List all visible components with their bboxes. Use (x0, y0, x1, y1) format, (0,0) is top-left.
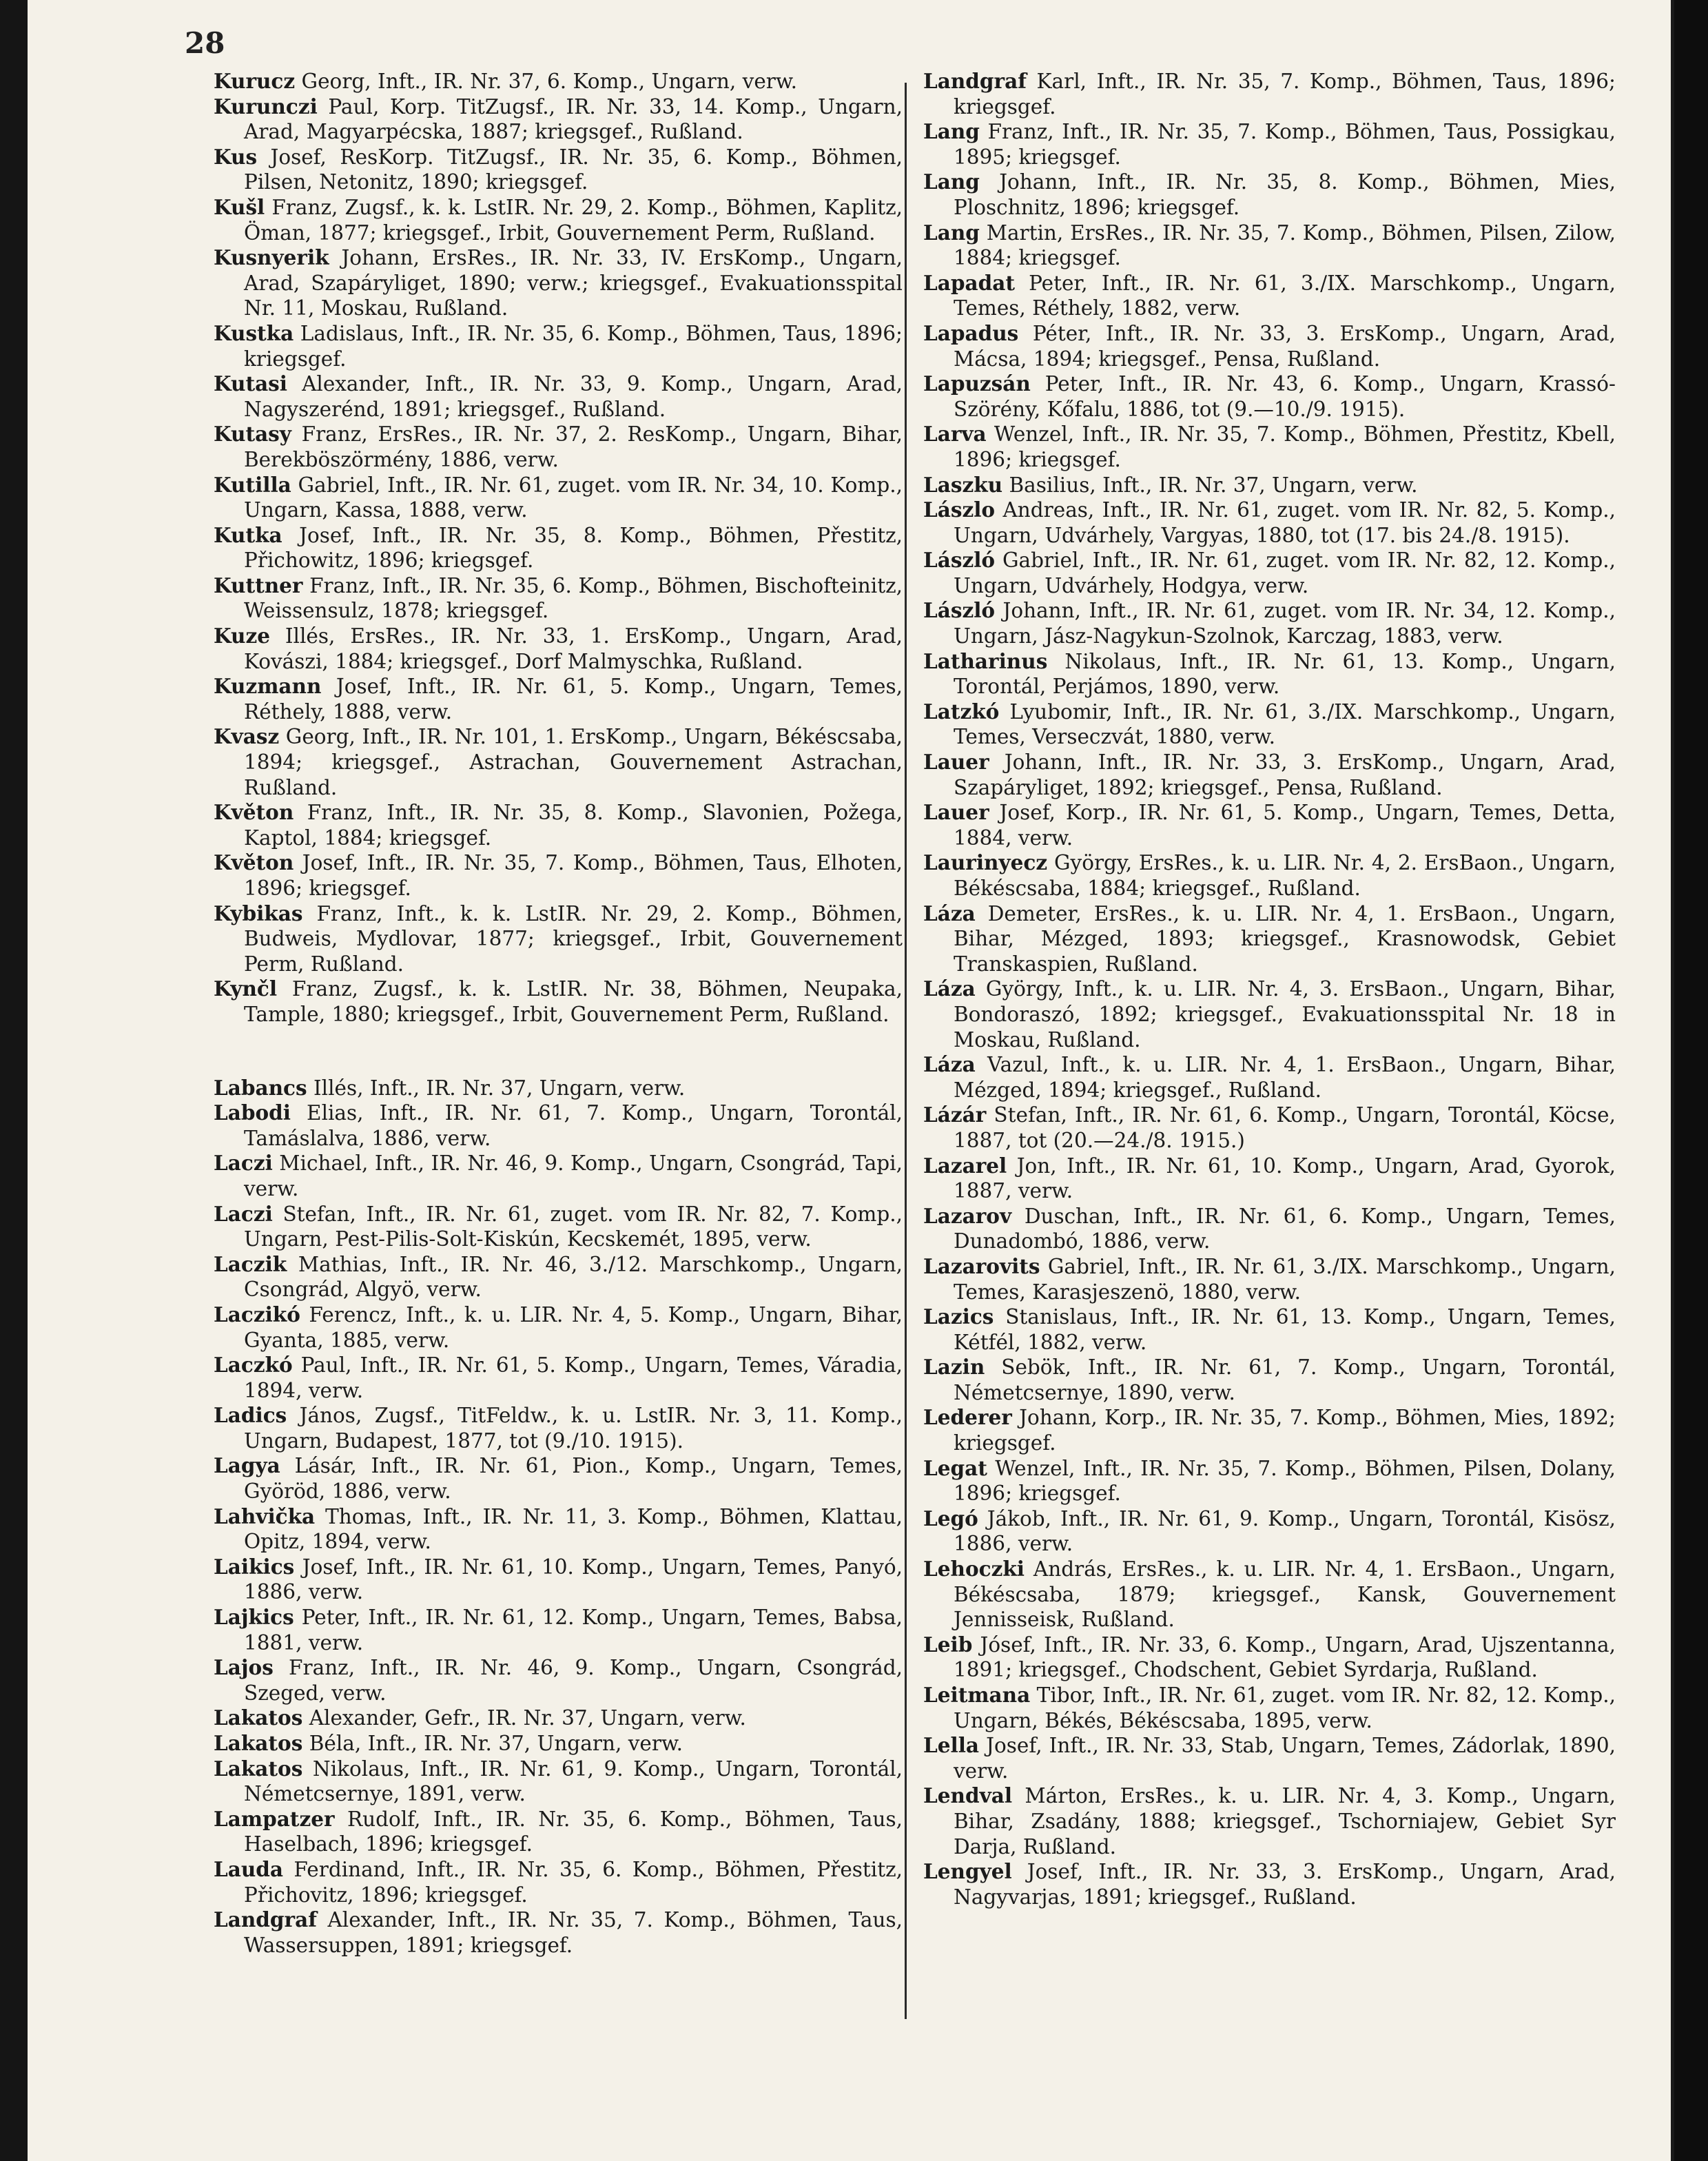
entry-details: Wenzel, Inft., IR. Nr. 35, 7. Komp., Böhmen, Přestitz, Kbell, 1896; kriegsgef. (954, 422, 1616, 471)
entry-details: Thomas, Inft., IR. Nr. 11, 3. Komp., Böhmen, Klattau, Opitz, 1894, verw. (244, 1504, 903, 1554)
right-column (923, 69, 1616, 1909)
page-number: 28 (185, 26, 225, 60)
roll-entry (923, 1355, 1616, 1405)
roll-entry (214, 1353, 903, 1403)
roll-entry (214, 1100, 903, 1151)
entry-details: György, ErsRes., k. u. LIR. Nr. 4, 2. ErsBaon., Ungarn, Békéscsaba, 1884; kriegsgef., Rußland. (954, 851, 1616, 900)
entry-name: Kustka (214, 320, 294, 345)
entry-name: Lajkics (214, 1605, 294, 1630)
roll-entry (214, 1605, 903, 1655)
roll-entry (923, 1733, 1616, 1783)
roll-entry (214, 145, 903, 195)
entry-name: Kurunczi (214, 94, 318, 119)
roll-entry (214, 1302, 903, 1353)
entry-name: Legó (923, 1506, 978, 1530)
roll-entry (923, 750, 1616, 800)
entry-details: Georg, Inft., IR. Nr. 101, 1. ErsKomp., Ungarn, Békéscsaba, 1894; kriegsgef., Astrachan, Gouvernement Astrachan, Rußland. (244, 725, 903, 799)
entry-name: Lauer (923, 800, 989, 825)
entry-details: András, ErsRes., k. u. LIR. Nr. 4, 1. ErsBaon., Ungarn, Békéscsaba, 1879; kriegsgef., Kansk, Gouvernement Jennisseisk, Rußland. (954, 1557, 1616, 1632)
roll-entry (923, 221, 1616, 271)
roll-entry (923, 1154, 1616, 1204)
entry-name: László (923, 598, 996, 623)
entry-name: Kuze (214, 624, 270, 648)
entry-name: Lang (923, 170, 980, 194)
roll-entry (923, 69, 1616, 119)
roll-entry (214, 473, 903, 523)
entry-name: Legat (923, 1455, 987, 1480)
roll-entry (923, 321, 1616, 371)
entry-name: Lauda (214, 1856, 284, 1881)
entry-name: Laikics (214, 1554, 295, 1579)
entry-name: Laczi (214, 1151, 273, 1176)
roll-entry (214, 674, 903, 724)
roll-entry (214, 800, 903, 850)
roll-entry (923, 598, 1616, 648)
entry-details: Ferdinand, Inft., IR. Nr. 35, 6. Komp., Böhmen, Přestitz, Přichovitz, 1896; kriegsgef. (244, 1857, 903, 1907)
roll-entry (923, 422, 1616, 472)
entry-name: Květon (214, 800, 294, 825)
entry-name: Lázár (923, 1103, 987, 1127)
roll-entry (214, 1731, 903, 1757)
roll-entry (923, 498, 1616, 548)
entry-details: Alexander, Gefr., IR. Nr. 37, Ungarn, verw. (302, 1706, 746, 1730)
entry-details: Nikolaus, Inft., IR. Nr. 61, 9. Komp., Ungarn, Torontál, Németcsernye, 1891, verw. (244, 1757, 903, 1806)
entry-details: Wenzel, Inft., IR. Nr. 35, 7. Komp., Böhmen, Pilsen, Dolany, 1896; kriegsgef. (954, 1456, 1616, 1506)
entry-details: Josef, Inft., IR. Nr. 61, 10. Komp., Ungarn, Temes, Panyó, 1886, verw. (244, 1555, 903, 1604)
roll-entry (214, 371, 903, 422)
entry-name: Labancs (214, 1075, 307, 1100)
roll-entry (214, 724, 903, 800)
entry-details: Josef, Inft., IR. Nr. 33, Stab, Ungarn, Temes, Zádorlak, 1890, verw. (954, 1734, 1616, 1783)
roll-entry (214, 1151, 903, 1201)
entry-details: Duschan, Inft., IR. Nr. 61, 6. Komp., Ungarn, Temes, Dunadombó, 1886, verw. (954, 1204, 1616, 1253)
entry-name: Kynčl (214, 976, 278, 1001)
entry-details: Paul, Korp. TitZugsf., IR. Nr. 33, 14. Komp., Ungarn, Arad, Magyarpécska, 1887; kriegsgef., Rußland. (244, 94, 903, 144)
roll-entry (214, 1453, 903, 1504)
roll-entry (214, 94, 903, 145)
entry-name: Kybikas (214, 901, 303, 925)
entry-name: Landgraf (923, 69, 1027, 93)
entry-details: Péter, Inft., IR. Nr. 33, 3. ErsKomp., Ungarn, Arad, Mácsa, 1894; kriegsgef., Pensa, Rußland. (954, 321, 1616, 371)
roll-entry (214, 1757, 903, 1807)
entry-details: Franz, Inft., IR. Nr. 46, 9. Komp., Ungarn, Csongrád, Szeged, verw. (244, 1656, 903, 1705)
entry-name: Larva (923, 422, 987, 447)
roll-entry (923, 1103, 1616, 1153)
entry-details: Johann, Korp., IR. Nr. 35, 7. Komp., Böhmen, Mies, 1892; kriegsgef. (954, 1406, 1616, 1455)
entry-name: Latharinus (923, 648, 1048, 673)
entry-name: Kutka (214, 522, 282, 547)
left-entries-l (214, 1076, 903, 1958)
entry-details: Márton, ErsRes., k. u. LIR. Nr. 4, 3. Komp., Ungarn, Bihar, Zsadány, 1888; kriegsgef., Tschorniajew, Gebiet Syr Darja, Rußland. (954, 1784, 1616, 1858)
entry-details: Gabriel, Inft., IR. Nr. 61, 3./IX. Marschkomp., Ungarn, Temes, Karasjeszenö, 1880, verw. (954, 1254, 1616, 1304)
entry-details: Franz, Inft., k. k. LstIR. Nr. 29, 2. Komp., Böhmen, Budweis, Mydlovar, 1877; kriegsgef., Irbit, Gouvernement Perm, Rußland. (244, 901, 903, 976)
entry-details: Peter, Inft., IR. Nr. 61, 12. Komp., Ungarn, Temes, Babsa, 1881, verw. (244, 1606, 903, 1655)
roll-entry (214, 1907, 903, 1958)
roll-entry (214, 1504, 903, 1555)
entry-details: Stanislaus, Inft., IR. Nr. 61, 13. Komp., Ungarn, Temes, Kétfél, 1882, verw. (954, 1305, 1616, 1354)
entry-details: Vazul, Inft., k. u. LIR. Nr. 4, 1. ErsBaon., Ungarn, Bihar, Mézged, 1894; kriegsgef., Rußland. (954, 1053, 1616, 1102)
entry-details: Gabriel, Inft., IR. Nr. 61, zuget. vom IR. Nr. 34, 10. Komp., Ungarn, Kassa, 1888, verw. (244, 473, 903, 522)
entry-name: Láza (923, 1052, 976, 1077)
entry-name: Leitmana (923, 1683, 1031, 1707)
roll-entry (923, 800, 1616, 850)
entry-name: Lahvička (214, 1504, 316, 1528)
entry-name: Lapadat (923, 270, 1015, 295)
entry-name: Lajos (214, 1655, 274, 1680)
entry-name: Lang (923, 119, 980, 144)
column-rule (905, 83, 907, 2019)
entry-name: Lendval (923, 1783, 1013, 1808)
entry-name: Lagya (214, 1453, 280, 1478)
roll-entry (214, 624, 903, 674)
entry-details: Jon, Inft., IR. Nr. 61, 10. Komp., Ungarn, Arad, Gyorok, 1887, verw. (954, 1154, 1616, 1203)
entry-name: Lengyel (923, 1859, 1012, 1884)
roll-entry (923, 119, 1616, 170)
entry-name: Lauer (923, 750, 989, 775)
entry-details: Ferencz, Inft., k. u. LIR. Nr. 4, 5. Komp., Ungarn, Bihar, Gyanta, 1885, verw. (244, 1302, 903, 1352)
roll-entry (923, 976, 1616, 1052)
entry-details: Johann, Inft., IR. Nr. 61, zuget. vom IR. Nr. 34, 12. Komp., Ungarn, Jász-Nagykun-Szolnok, Karczag, 1883, verw. (954, 599, 1616, 648)
entry-details: Josef, Inft., IR. Nr. 61, 5. Komp., Ungarn, Temes, Réthely, 1888, verw. (244, 675, 903, 724)
entry-details: Tibor, Inft., IR. Nr. 61, zuget. vom IR. Nr. 82, 12. Komp., Ungarn, Békés, Békéscsaba, 1895, verw. (954, 1683, 1616, 1732)
entry-details: Peter, Inft., IR. Nr. 61, 3./IX. Marschkomp., Ungarn, Temes, Réthely, 1882, verw. (954, 271, 1616, 320)
roll-entry (214, 976, 903, 1027)
roll-entry (923, 473, 1616, 498)
entry-name: Lapadus (923, 320, 1019, 345)
entry-details: Jákob, Inft., IR. Nr. 61, 9. Komp., Ungarn, Torontál, Kisösz, 1886, verw. (954, 1506, 1616, 1556)
entry-details: Jósef, Inft., IR. Nr. 33, 6. Komp., Ungarn, Arad, Ujszentanna, 1891; kriegsgef., Chodschent, Gebiet Syrdarja, Rußland. (954, 1632, 1616, 1682)
roll-entry (214, 1857, 903, 1907)
entry-name: Kurucz (214, 69, 296, 93)
entry-name: Lampatzer (214, 1806, 335, 1831)
entry-details: Franz, ErsRes., IR. Nr. 37, 2. ResKomp., Ungarn, Bihar, Berekböszörmény, 1886, verw. (244, 422, 903, 471)
roll-entry (923, 1254, 1616, 1304)
left-column (214, 69, 903, 1958)
entry-name: Lapuzsán (923, 371, 1031, 396)
roll-entry (214, 195, 903, 245)
entry-name: Kvasz (214, 724, 280, 749)
entry-name: Láza (923, 901, 976, 925)
entry-details: Paul, Inft., IR. Nr. 61, 5. Komp., Ungarn, Temes, Váradia, 1894, verw. (244, 1353, 903, 1402)
entry-name: Laurinyecz (923, 850, 1048, 875)
scan-border-right (1674, 0, 1708, 2161)
roll-entry (923, 1683, 1616, 1733)
roll-entry (923, 1632, 1616, 1683)
entry-details: Michael, Inft., IR. Nr. 46, 9. Komp., Ungarn, Csongrád, Tapi, verw. (244, 1151, 903, 1200)
entry-name: Laczi (214, 1201, 273, 1226)
entry-details: Franz, Zugsf., k. k. LstIR. Nr. 38, Böhmen, Neupaka, Tample, 1880; kriegsgef., Irbit, Gouvernement Perm, Rußland. (244, 977, 903, 1026)
roll-entry (923, 371, 1616, 422)
roll-entry (923, 1506, 1616, 1557)
roll-entry (214, 245, 903, 321)
entry-details: Martin, ErsRes., IR. Nr. 35, 7. Komp., Böhmen, Pilsen, Zilow, 1884; kriegsgef. (954, 221, 1616, 270)
entry-details: Johann, Inft., IR. Nr. 33, 3. ErsKomp., Ungarn, Arad, Szapáryliget, 1892; kriegsgef., Pensa, Rußland. (954, 750, 1616, 799)
entry-details: Andreas, Inft., IR. Nr. 61, zuget. vom IR. Nr. 82, 5. Komp., Ungarn, Udvárhely, Vargyas, 1880, tot (17. bis 24./8. 1915). (954, 498, 1616, 547)
entry-details: György, Inft., k. u. LIR. Nr. 4, 3. ErsBaon., Ungarn, Bihar, Bondoraszó, 1892; kriegsgef., Evakuationsspital Nr. 18 in Moskau, Rußland. (954, 977, 1616, 1052)
entry-details: Josef, Inft., IR. Nr. 35, 8. Komp., Böhmen, Přestitz, Přichowitz, 1896; kriegsgef. (244, 523, 903, 573)
entry-name: László (923, 548, 996, 573)
entry-details: Johann, ErsRes., IR. Nr. 33, IV. ErsKomp., Ungarn, Arad, Szapáryliget, 1890; verw.; kriegsgef., Evakuationsspital Nr. 11, Moskau, Rußland. (244, 246, 903, 320)
entry-details: Georg, Inft., IR. Nr. 37, 6. Komp., Ungarn, verw. (295, 70, 798, 93)
roll-entry (214, 1655, 903, 1706)
entry-details: Lyubomir, Inft., IR. Nr. 61, 3./IX. Marschkomp., Ungarn, Temes, Verseczvát, 1880, verw. (954, 699, 1616, 749)
entry-name: Latzkó (923, 699, 1000, 724)
entry-name: Lehoczki (923, 1557, 1025, 1581)
entry-name: Lakatos (214, 1731, 303, 1755)
section-gap (214, 1027, 903, 1076)
entry-name: Lang (923, 220, 980, 245)
entry-details: Karl, Inft., IR. Nr. 35, 7. Komp., Böhmen, Taus, 1896; kriegsgef. (954, 70, 1616, 119)
roll-entry (923, 1456, 1616, 1506)
entry-details: Franz, Inft., IR. Nr. 35, 7. Komp., Böhmen, Taus, Possigkau, 1895; kriegsgef. (954, 120, 1616, 169)
entry-details: Basilius, Inft., IR. Nr. 37, Ungarn, verw. (1002, 473, 1418, 497)
roll-entry (923, 548, 1616, 598)
entry-name: Kutilla (214, 472, 291, 497)
entry-name: Lakatos (214, 1756, 303, 1781)
roll-entry (923, 850, 1616, 901)
entry-details: Sebök, Inft., IR. Nr. 61, 7. Komp., Ungarn, Torontál, Németcsernye, 1890, verw. (954, 1355, 1616, 1404)
entry-details: János, Zugsf., TitFeldw., k. u. LstIR. Nr. 3, 11. Komp., Ungarn, Budapest, 1877, tot (9./10. 1915). (244, 1404, 903, 1453)
left-entries-k (214, 69, 903, 1027)
entry-name: Lakatos (214, 1706, 303, 1730)
entry-details: Johann, Inft., IR. Nr. 35, 8. Komp., Böhmen, Mies, Ploschnitz, 1896; kriegsgef. (954, 170, 1616, 219)
entry-name: Lazarel (923, 1153, 1007, 1178)
roll-entry (923, 1783, 1616, 1859)
scan-border-left (0, 0, 28, 2161)
entry-details: Stefan, Inft., IR. Nr. 61, zuget. vom IR. Nr. 82, 7. Komp., Ungarn, Pest-Pilis-Solt-Kiskún, Kecskemét, 1895, verw. (244, 1202, 903, 1251)
roll-entry (214, 1403, 903, 1453)
entry-name: Leib (923, 1632, 973, 1657)
entry-details: Illés, ErsRes., IR. Nr. 33, 1. ErsKomp., Ungarn, Arad, Kovászi, 1884; kriegsgef., Dorf Malmyschka, Rußland. (244, 624, 903, 673)
entry-details: Josef, Inft., IR. Nr. 35, 7. Komp., Böhmen, Taus, Elhoten, 1896; kriegsgef. (244, 851, 903, 900)
roll-entry (923, 1052, 1616, 1103)
entry-details: Rudolf, Inft., IR. Nr. 35, 6. Komp., Böhmen, Taus, Haselbach, 1896; kriegsgef. (244, 1807, 903, 1856)
entry-name: Kutasy (214, 422, 291, 447)
entry-name: Kutasi (214, 371, 287, 396)
roll-entry (923, 901, 1616, 977)
entry-details: Demeter, ErsRes., k. u. LIR. Nr. 4, 1. ErsBaon., Ungarn, Bihar, Mézged, 1893; kriegsgef., Krasnowodsk, Gebiet Transkaspien, Rußland. (954, 901, 1616, 976)
roll-entry (214, 1706, 903, 1731)
entry-name: Láza (923, 976, 976, 1001)
entry-name: Kusnyerik (214, 245, 329, 270)
entry-details: Peter, Inft., IR. Nr. 43, 6. Komp., Ungarn, Krassó-Szörény, Kőfalu, 1886, tot (9.—10./9. 1915). (954, 372, 1616, 421)
entry-details: Franz, Zugsf., k. k. LstIR. Nr. 29, 2. Komp., Böhmen, Kaplitz, Öman, 1877; kriegsgef., Irbit, Gouvernement Perm, Rußland. (244, 195, 903, 245)
roll-entry (923, 271, 1616, 321)
entry-name: Kuttner (214, 573, 303, 597)
right-entries (923, 69, 1616, 1909)
entry-details: Alexander, Inft., IR. Nr. 35, 7. Komp., Böhmen, Taus, Wassersuppen, 1891; kriegsgef. (244, 1908, 903, 1957)
entry-name: Kus (214, 144, 258, 169)
entry-details: Elias, Inft., IR. Nr. 61, 7. Komp., Ungarn, Torontál, Tamáslalva, 1886, verw. (244, 1101, 903, 1150)
entry-name: Kuzmann (214, 674, 322, 699)
entry-details: Franz, Inft., IR. Nr. 35, 8. Komp., Slavonien, Požega, Kaptol, 1884; kriegsgef. (244, 801, 903, 850)
roll-entry (214, 1555, 903, 1605)
roll-entry (214, 850, 903, 901)
roll-entry (214, 321, 903, 371)
roll-entry (214, 901, 903, 977)
roll-entry (923, 1405, 1616, 1455)
roll-entry (923, 1557, 1616, 1632)
roll-entry (923, 699, 1616, 750)
entry-name: Květon (214, 850, 294, 875)
entry-name: Lászlo (923, 498, 996, 522)
entry-name: Ladics (214, 1403, 287, 1428)
roll-entry (214, 422, 903, 472)
entry-details: Ladislaus, Inft., IR. Nr. 35, 6. Komp., Böhmen, Taus, 1896; kriegsgef. (244, 321, 903, 371)
entry-name: Landgraf (214, 1907, 317, 1932)
entry-details: Gabriel, Inft., IR. Nr. 61, zuget. vom IR. Nr. 82, 12. Komp., Ungarn, Udvárhely, Hodgya, verw. (954, 549, 1616, 597)
entry-name: Laczkó (214, 1353, 293, 1377)
entry-details: Josef, ResKorp. TitZugsf., IR. Nr. 35, 6. Komp., Böhmen, Pilsen, Netonitz, 1890; kriegsgef. (244, 145, 903, 194)
entry-name: Lazics (923, 1304, 994, 1329)
entry-details: Stefan, Inft., IR. Nr. 61, 6. Komp., Ungarn, Torontál, Köcse, 1887, tot (20.—24./8. 1915.) (954, 1103, 1616, 1152)
entry-name: Labodi (214, 1100, 291, 1125)
entry-details: Béla, Inft., IR. Nr. 37, Ungarn, verw. (302, 1732, 683, 1755)
roll-entry (923, 170, 1616, 220)
roll-entry (923, 1859, 1616, 1909)
entry-details: Nikolaus, Inft., IR. Nr. 61, 13. Komp., Ungarn, Torontál, Perjámos, 1890, verw. (954, 649, 1616, 699)
roll-entry (214, 1252, 903, 1302)
roll-entry (214, 69, 903, 94)
entry-name: Lazarovits (923, 1253, 1040, 1278)
roll-entry (923, 1304, 1616, 1355)
entry-details: Illés, Inft., IR. Nr. 37, Ungarn, verw. (307, 1076, 686, 1100)
roll-entry (923, 1204, 1616, 1254)
entry-details: Franz, Inft., IR. Nr. 35, 6. Komp., Böhmen, Bischofteinitz, Weissensulz, 1878; kriegsgef. (244, 573, 903, 623)
roll-entry (214, 1807, 903, 1857)
roll-entry (214, 573, 903, 624)
roll-entry (214, 1076, 903, 1101)
entry-details: Josef, Korp., IR. Nr. 61, 5. Komp., Ungarn, Temes, Detta, 1884, verw. (954, 801, 1616, 850)
roll-entry (214, 523, 903, 573)
entry-name: Lazin (923, 1355, 985, 1380)
roll-entry (923, 649, 1616, 699)
entry-details: Alexander, Inft., IR. Nr. 33, 9. Komp., Ungarn, Arad, Nagyszerénd, 1891; kriegsgef., Rußland. (244, 372, 903, 421)
entry-name: Laszku (923, 472, 1003, 497)
entry-name: Laczik (214, 1251, 287, 1276)
roll-entry (214, 1202, 903, 1252)
entry-name: Kušl (214, 194, 265, 219)
entry-details: Mathias, Inft., IR. Nr. 46, 3./12. Marschkomp., Ungarn, Csongrád, Algyö, verw. (244, 1252, 903, 1302)
entry-name: Lederer (923, 1405, 1012, 1430)
entry-name: Laczikó (214, 1302, 300, 1327)
entry-name: Lella (923, 1733, 980, 1758)
entry-name: Lazarov (923, 1203, 1012, 1228)
entry-details: Lásár, Inft., IR. Nr. 61, Pion., Komp., Ungarn, Temes, Györöd, 1886, verw. (244, 1454, 903, 1504)
entry-details: Josef, Inft., IR. Nr. 33, 3. ErsKomp., Ungarn, Arad, Nagyvarjas, 1891; kriegsgef., Rußland. (954, 1860, 1616, 1909)
